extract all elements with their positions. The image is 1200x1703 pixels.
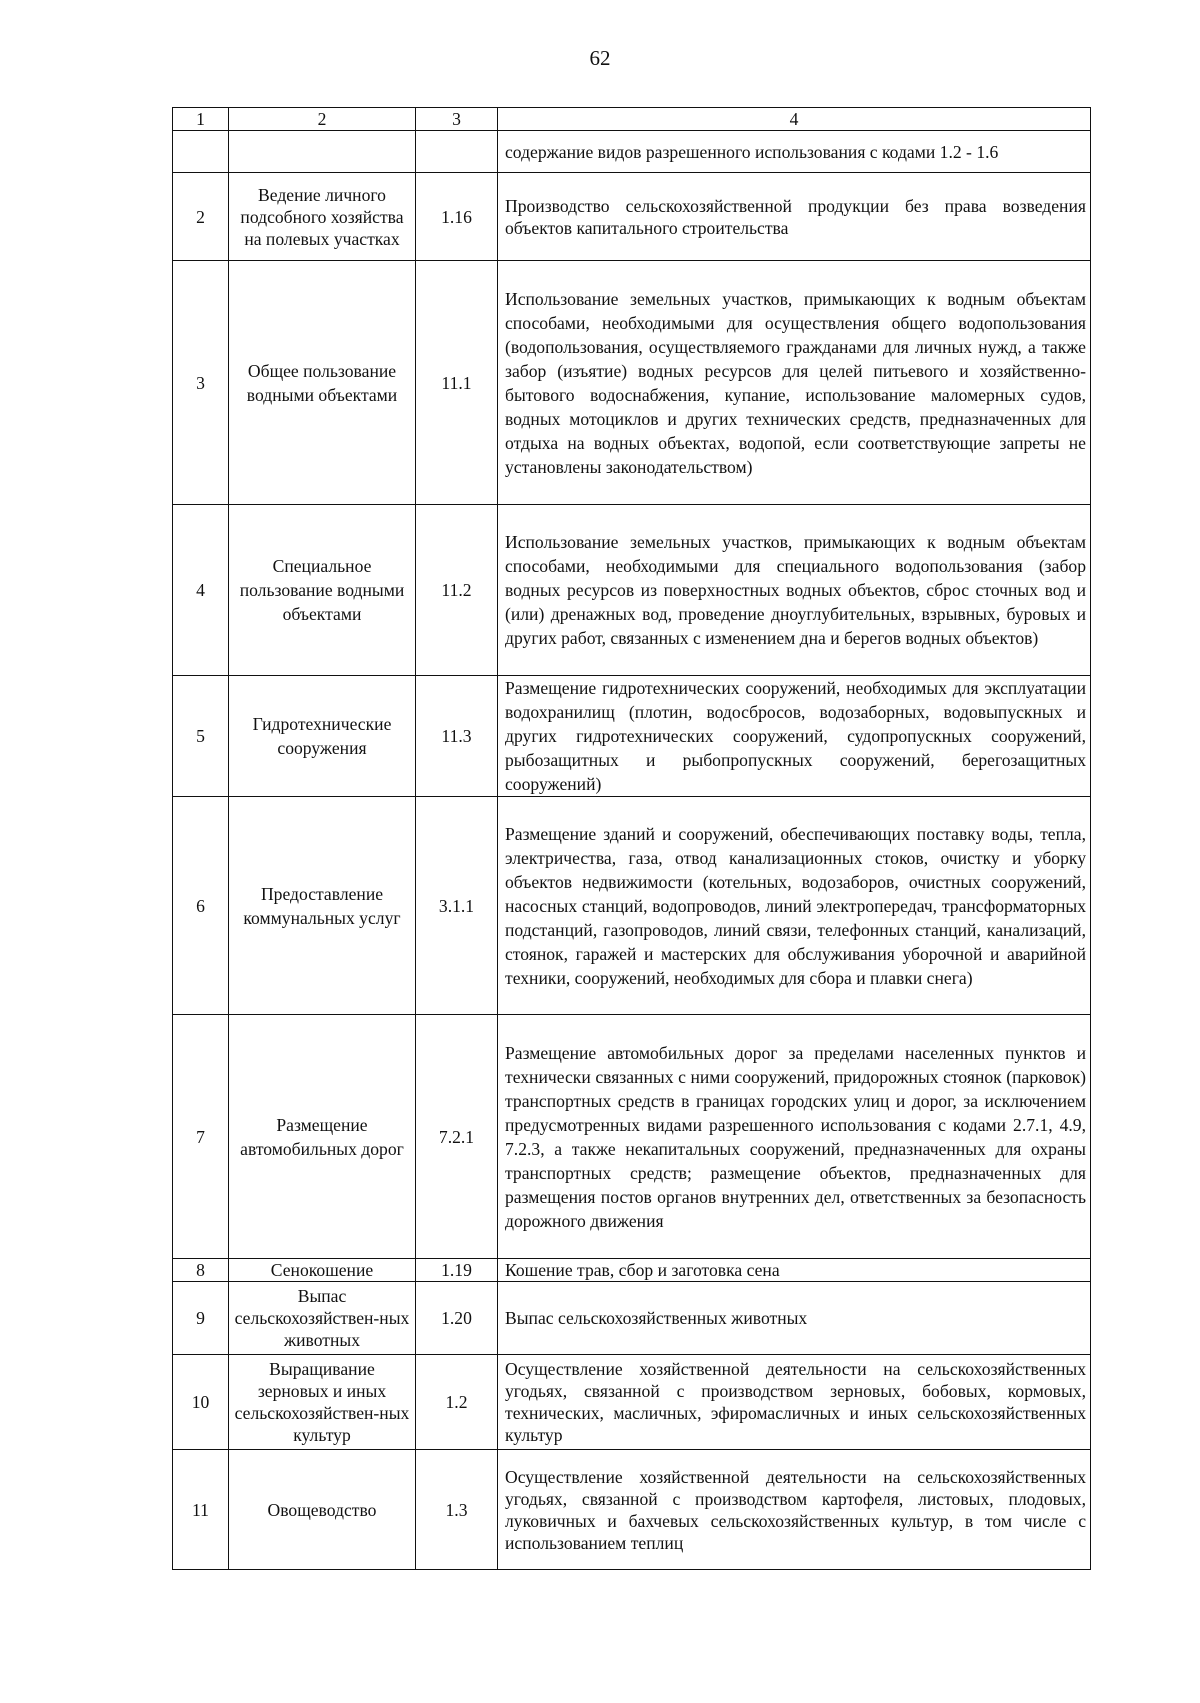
use-description: Использование земельных участков, примыкающих к водным объектам способами, необходимыми для специального водопользования (забор водных ресурсов из поверхностных водных объектов, сброс сточных вод и (или) дренажных вод, проведение дноуглубительных, взрывных, буровых и других работ, связанных с изменением дна и берегов водных объектов): [498, 505, 1091, 676]
use-code: 7.2.1: [416, 1015, 498, 1259]
use-code: 1.19: [416, 1259, 498, 1282]
row-number: 9: [173, 1282, 229, 1355]
use-description: Размещение зданий и сооружений, обеспечивающих поставку воды, тепла, электричества, газа, отвод канализационных стоков, очистку и уборку объектов недвижимости (котельных, водозаборов, очистных сооружений, насосных станций, водопроводов, линий электропередач, трансформаторных подстанций, газопроводов, линий связи, телефонных станций, канализаций, стоянок, гаражей и мастерских для обслуживания уборочной и аварийной техники, сооружений, необходимых для сбора и плавки снега): [498, 797, 1091, 1015]
use-name: Сенокошение: [229, 1259, 416, 1282]
row-number: 11: [173, 1450, 229, 1570]
use-name: Предоставление коммунальных услуг: [229, 797, 416, 1015]
header-col-2: 2: [229, 108, 416, 131]
use-name: [229, 131, 416, 173]
use-description: Осуществление хозяйственной деятельности на сельскохозяйственных угодьях, связанной с производством картофеля, листовых, плодовых, луковичных и бахчевых сельскохозяйственных культур, в том числе с использованием теплиц: [498, 1450, 1091, 1570]
use-name: Гидротехнические сооружения: [229, 676, 416, 797]
use-code: 1.16: [416, 173, 498, 261]
use-code: 11.2: [416, 505, 498, 676]
header-col-3: 3: [416, 108, 498, 131]
table-row: [173, 505, 1091, 676]
use-name: Ведение личного подсобного хозяйства на полевых участках: [229, 173, 416, 261]
row-number: 3: [173, 261, 229, 505]
use-code: 1.3: [416, 1450, 498, 1570]
table-row: [173, 261, 1091, 505]
table-row: [173, 676, 1091, 797]
use-description: Осуществление хозяйственной деятельности на сельскохозяйственных угодьях, связанной с производством зерновых, бобовых, кормовых, технических, масличных, эфиромасличных и иных сельскохозяйственных культур: [498, 1355, 1091, 1450]
table-row: [173, 173, 1091, 261]
use-description: содержание видов разрешенного использования с кодами 1.2 - 1.6: [498, 131, 1091, 173]
row-number: 10: [173, 1355, 229, 1450]
row-number: [173, 131, 229, 173]
use-description: Размещение гидротехнических сооружений, необходимых для эксплуатации водохранилищ (плотин, водосбросов, водозаборных, водовыпускных и других гидротехнических сооружений, судопропускных сооружений, рыбозащитных и рыбопропускных сооружений, берегозащитных сооружений): [498, 676, 1091, 797]
use-description: Производство сельскохозяйственной продукции без права возведения объектов капитального строительства: [498, 173, 1091, 261]
use-name: Специальное пользование водными объектами: [229, 505, 416, 676]
table-row: [173, 1355, 1091, 1450]
use-code: 3.1.1: [416, 797, 498, 1015]
use-description: Выпас сельскохозяйственных животных: [498, 1282, 1091, 1355]
row-number: 5: [173, 676, 229, 797]
table-row: [173, 1015, 1091, 1259]
use-name: Общее пользование водными объектами: [229, 261, 416, 505]
use-name: Овощеводство: [229, 1450, 416, 1570]
use-code: [416, 131, 498, 173]
land-use-table: [172, 107, 1091, 1570]
use-code: 11.1: [416, 261, 498, 505]
row-number: 2: [173, 173, 229, 261]
use-name: Выращивание зерновых и иных сельскохозяйствен-ных культур: [229, 1355, 416, 1450]
table-row: [173, 1259, 1091, 1282]
use-description: Использование земельных участков, примыкающих к водным объектам способами, необходимыми для осуществления общего водопользования (водопользования, осуществляемого гражданами для личных нужд, а также забор (изъятие) водных ресурсов для целей питьевого и хозяйственно-бытового водоснабжения, купание, использование маломерных судов, водных мотоциклов и других технических средств, предназначенных для отдыха на водных объектах, водопой, если соответствующие запреты не установлены законодательством): [498, 261, 1091, 505]
table-row: [173, 1450, 1091, 1570]
row-number: 7: [173, 1015, 229, 1259]
row-number: 6: [173, 797, 229, 1015]
table-row: [173, 131, 1091, 173]
row-number: 8: [173, 1259, 229, 1282]
use-description: Кошение трав, сбор и заготовка сена: [498, 1259, 1091, 1282]
use-name: Выпас сельскохозяйствен-ных животных: [229, 1282, 416, 1355]
row-number: 4: [173, 505, 229, 676]
table-row: [173, 797, 1091, 1015]
use-description: Размещение автомобильных дорог за пределами населенных пунктов и технически связанных с ними сооружений, придорожных стоянок (парковок) транспортных средств в границах городских улиц и дорог, за исключением предусмотренных видами разрешенного использования с кодами 2.7.1, 4.9, 7.2.3, а также некапитальных сооружений, предназначенных для охраны транспортных средств; размещение объектов, предназначенных для размещения постов органов внутренних дел, ответственных за безопасность дорожного движения: [498, 1015, 1091, 1259]
use-code: 11.3: [416, 676, 498, 797]
header-col-4: 4: [498, 108, 1091, 131]
header-col-1: 1: [173, 108, 229, 131]
header-row: [173, 108, 1091, 131]
table-row: [173, 1282, 1091, 1355]
use-name: Размещение автомобильных дорог: [229, 1015, 416, 1259]
page-number: 62: [589, 46, 611, 70]
use-code: 1.2: [416, 1355, 498, 1450]
use-code: 1.20: [416, 1282, 498, 1355]
